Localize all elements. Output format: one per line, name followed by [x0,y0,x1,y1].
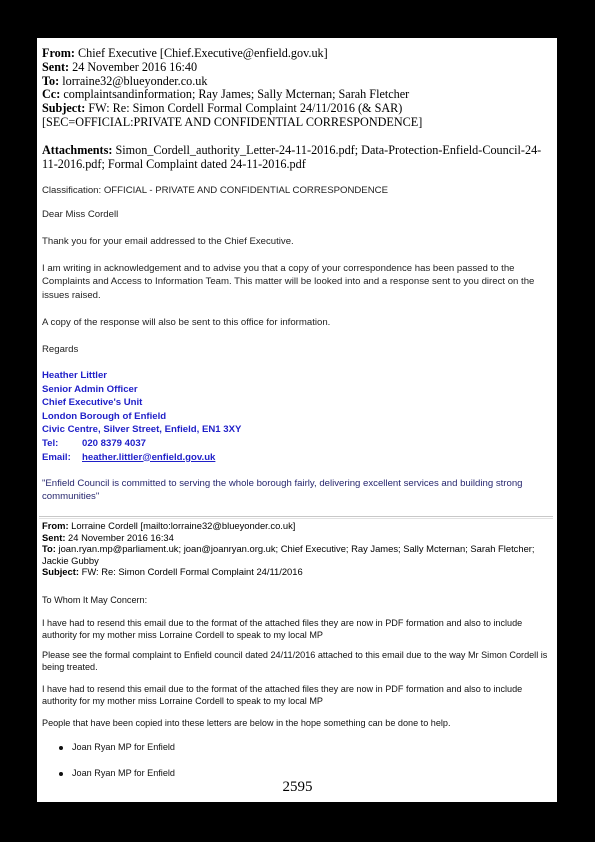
attachments-value: Simon_Cordell_authority_Letter-24-11-2016.pdf; Data-Protection-Enfield-Council-24-11-2016.pdf; Formal Complaint dated 24-11-2016.pdf [42,143,542,172]
fwd-to-line [42,543,554,566]
from-line [42,47,554,61]
fwd-subject-line [42,566,554,578]
subject-line [42,102,554,116]
fwd-sent-label: Sent: [42,531,66,543]
email-header [42,47,554,130]
bullet-dot-icon [59,772,63,776]
signature-block [42,369,241,464]
regards: Regards [42,344,79,355]
cc-value: complaintsandinformation; Ray James; Sally Mcternan; Sarah Fletcher [60,87,410,102]
bullet-item: Joan Ryan MP for Enfield [59,768,175,778]
sent-label: Sent: [42,59,70,74]
sent-line [42,61,554,75]
to-value: lorraine32@blueyonder.co.uk [59,73,208,88]
signature-unit: Chief Executive's Unit [42,397,143,409]
fwd-paragraph-2: Please see the formal complaint to Enfield council dated 24/11/2016 attached to this email due to the way Mr Simon Cordell is being treated. [42,650,548,672]
to-line [42,75,554,89]
fwd-paragraph-4: People that have been copied into these letters are below in the hope something can be done to help. [42,718,451,728]
from-value: Chief Executive [Chief.Executive@enfield.gov.uk] [74,46,328,60]
fwd-subject-value: FW: Re: Simon Cordell Formal Complaint 24/11/2016 [78,566,303,577]
attachments-line [42,143,554,171]
tel-label: Tel: [42,437,59,449]
fwd-subject-label: Subject: [42,566,79,577]
from-label: From: [42,46,75,60]
signature-email [42,451,241,465]
fwd-from-label: From: [42,520,69,531]
fwd-sent-line [42,532,554,544]
classification: Classification: OFFICIAL - PRIVATE AND CONFIDENTIAL CORRESPONDENCE [42,185,388,196]
signature-address: Civic Centre, Silver Street, Enfield, EN1 3XY [42,424,242,436]
attachments-label: Attachments: [42,143,113,157]
cc-line [42,88,554,102]
document-page [37,38,557,802]
body-paragraph-3: A copy of the response will also be sent to this office for information. [42,317,331,328]
fwd-from-line [42,520,554,532]
cc-label: Cc: [42,87,61,102]
to-label: To: [42,73,60,88]
fwd-greeting: To Whom It May Concern: [42,595,148,605]
email-label: Email: [42,451,71,463]
forwarded-header [42,520,554,578]
page-number: 2595 [282,779,313,795]
fwd-from-value: Lorraine Cordell [mailto:lorraine32@blueyonder.co.uk] [68,520,296,531]
subject-label: Subject: [42,101,86,116]
bullet-dot-icon [59,746,63,750]
subject-value: FW: Re: Simon Cordell Formal Complaint 24/11/2016 (& SAR) [85,101,403,116]
fwd-sent-value: 24 November 2016 16:34 [65,531,174,543]
council-motto: "Enfield Council is committed to serving the whole borough fairly, delivering excellent services and building strong communities" [42,478,523,502]
signature-org: London Borough of Enfield [42,410,167,422]
bullet-item: Joan Ryan MP for Enfield [59,742,175,752]
fwd-paragraph-3: I have had to resend this email due to the format of the attached files they are now in PDF formation and also to include authority for my mother miss Lorraine Cordell to speak to my local MP [42,684,523,706]
body-paragraph-2: I am writing in acknowledgement and to advise you that a copy of your correspondence has been passed to the Complaints and Access to Information Team. This matter will be looked into and a response sent to you direct on the issues raised. [42,263,535,301]
signature-tel [42,437,241,451]
signature-title: Senior Admin Officer [42,383,138,395]
greeting: Dear Miss Cordell [42,209,119,220]
fwd-to-value: joan.ryan.mp@parliament.uk; joan@joanryan.org.uk; Chief Executive; Ray James; Sally Mcternan; Sarah Fletcher; Jackie Gubby [42,543,535,566]
fwd-paragraph-1: I have had to resend this email due to the format of the attached files they are now in PDF formation and also to include authority for my mother miss Lorraine Cordell to speak to my local MP [42,618,523,640]
sent-value: 24 November 2016 16:40 [69,59,198,74]
subject-line-2: [SEC=OFFICIAL:PRIVATE AND CONFIDENTIAL CORRESPONDENCE] [42,114,423,129]
signature-name: Heather Littler [42,370,108,381]
body-paragraph-1: Thank you for your email addressed to the Chief Executive. [42,236,294,247]
tel-value: 020 8379 4037 [82,437,147,449]
divider-shadow [39,518,553,519]
divider [39,516,553,517]
email-link[interactable]: heather.littler@enfield.gov.uk [82,451,216,463]
fwd-to-label: To: [42,543,56,554]
